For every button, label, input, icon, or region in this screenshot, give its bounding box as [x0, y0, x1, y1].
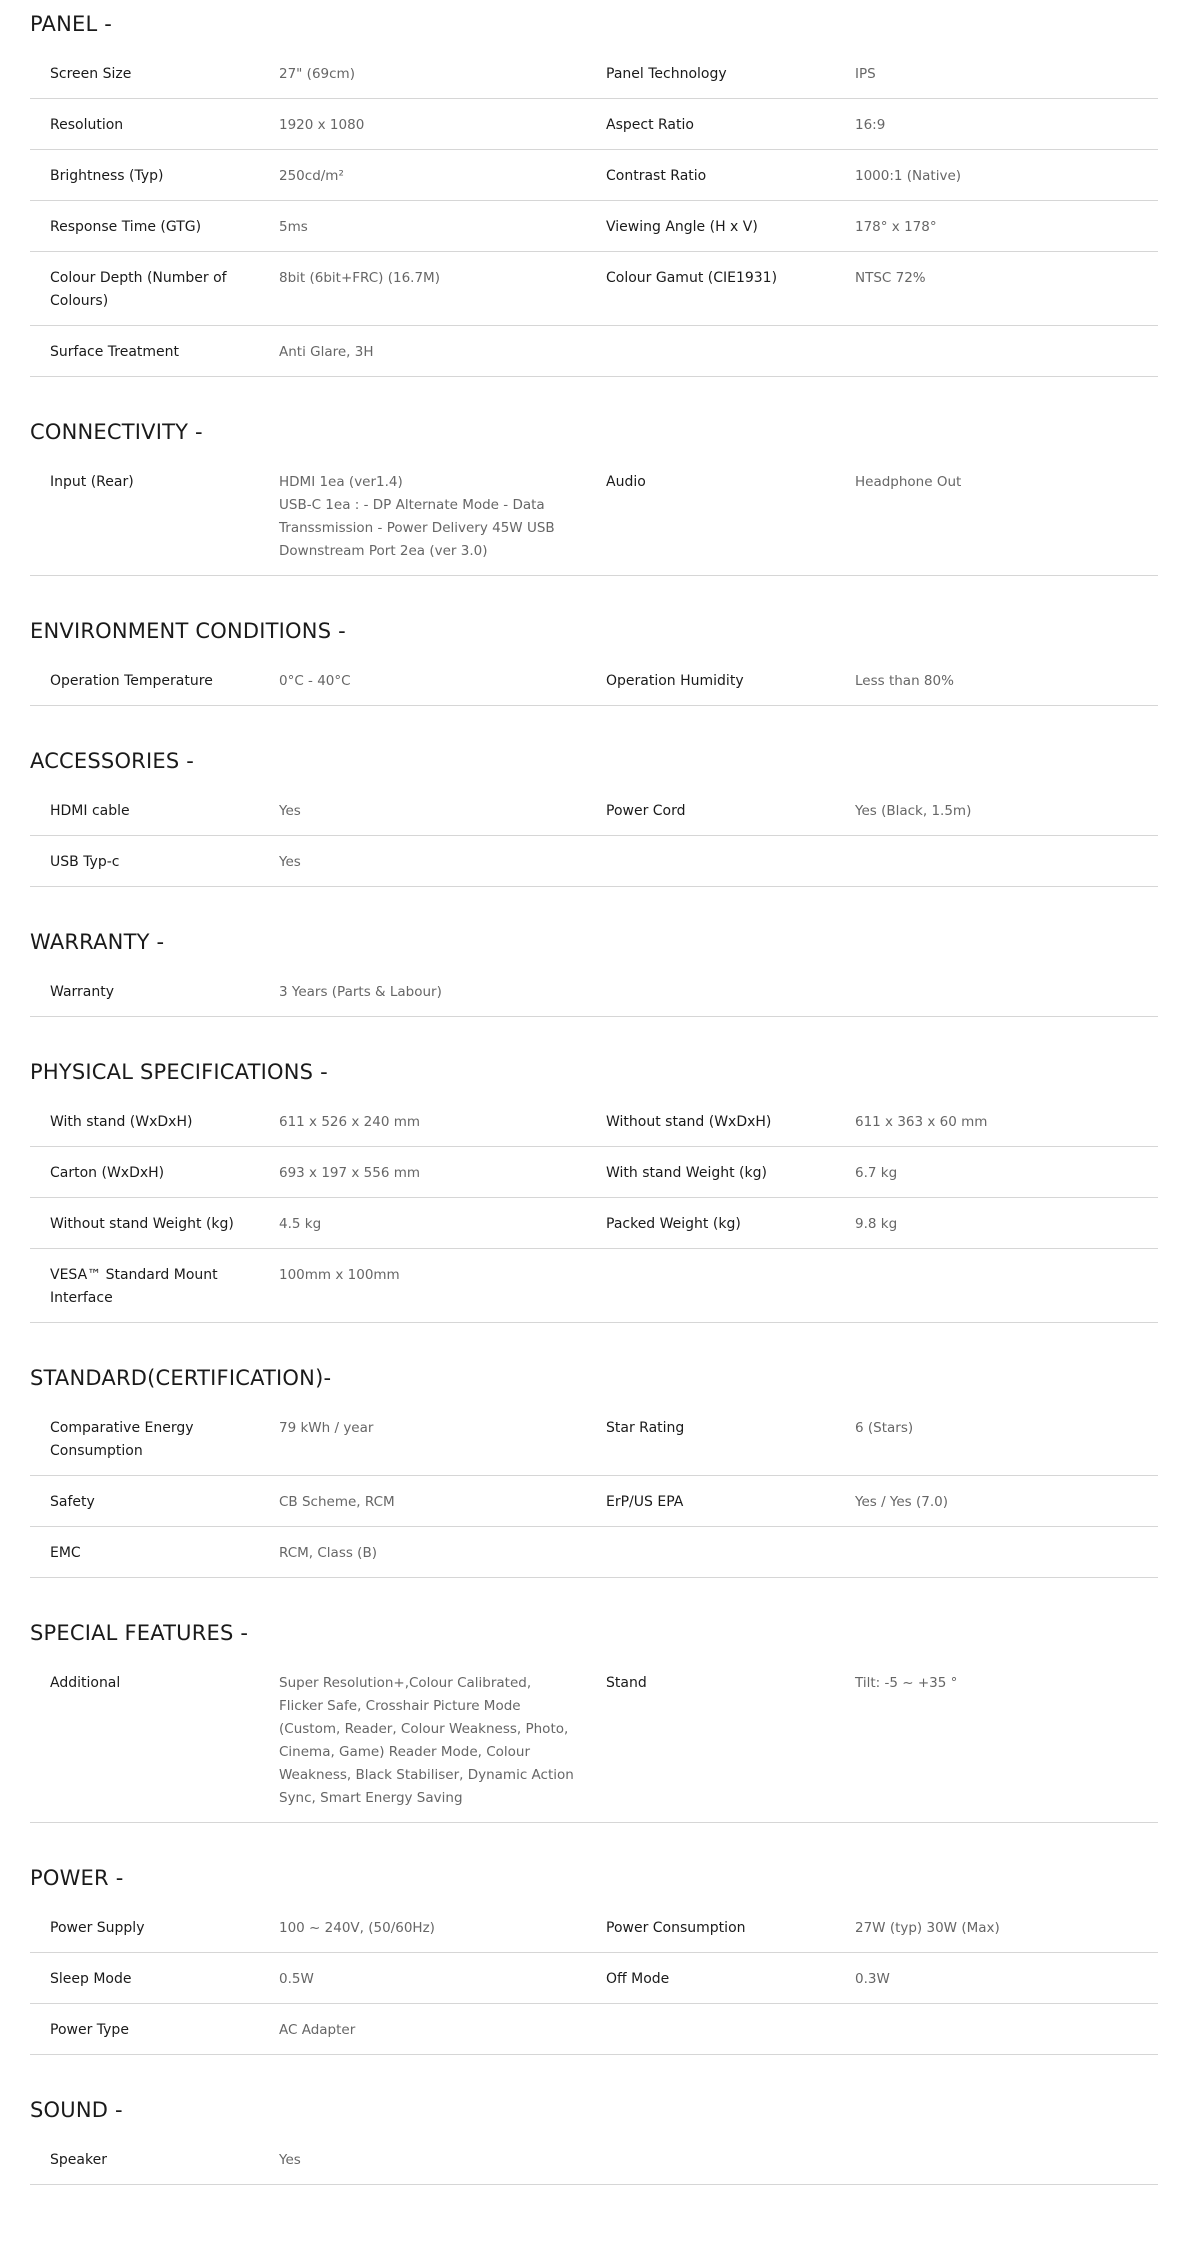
empty-cell: [606, 2134, 855, 2184]
spec-label: Stand: [606, 1675, 647, 1691]
empty-cell: [606, 326, 855, 376]
spec-label: Additional: [50, 1675, 121, 1691]
spec-value: HDMI 1ea (ver1.4) USB-C 1ea : - DP Alternate Mode - Data Transsmission - Power Delivery 45W USB Downstream Port 2ea (ver 3.0): [279, 474, 555, 559]
section-title: WARRANTY -: [30, 930, 165, 954]
empty-cell: [606, 2004, 855, 2054]
spec-value: 6.7 kg: [855, 1165, 898, 1181]
spec-value: 27" (69cm): [279, 66, 355, 82]
spec-row: [30, 966, 1158, 1017]
spec-label: Sleep Mode: [50, 1971, 132, 1987]
spec-section-sound: [30, 2086, 1155, 2185]
section-title: PANEL -: [30, 12, 113, 36]
spec-row: [30, 655, 1158, 706]
spec-row: [30, 1147, 1158, 1198]
spec-label: Viewing Angle (H x V): [606, 219, 758, 235]
spec-table: [30, 655, 1158, 706]
section-spacer: [30, 706, 1155, 737]
spec-label: Speaker: [50, 2152, 107, 2168]
spec-label: Surface Treatment: [50, 344, 180, 360]
spec-label: ErP/US EPA: [606, 1494, 684, 1510]
spec-section-connectivity: [30, 408, 1155, 607]
section-title: SOUND -: [30, 2098, 123, 2122]
spec-section-standard-certification: [30, 1354, 1155, 1609]
spec-section-physical-specifications: [30, 1048, 1155, 1354]
spec-label: Power Cord: [606, 803, 686, 819]
spec-value: 0°C - 40°C: [279, 673, 351, 689]
spec-label: With stand (WxDxH): [50, 1114, 193, 1130]
spec-value: 611 x 526 x 240 mm: [279, 1114, 421, 1130]
section-spacer: [30, 1578, 1155, 1609]
spec-value: IPS: [855, 66, 876, 82]
spec-row: [30, 326, 1158, 377]
spec-value: RCM, Class (B): [279, 1545, 377, 1561]
spec-row: [30, 201, 1158, 252]
spec-label: Operation Humidity: [606, 673, 744, 689]
spec-label: Colour Gamut (CIE1931): [606, 270, 778, 286]
spec-value: 5ms: [279, 219, 308, 235]
spec-label: Safety: [50, 1494, 95, 1510]
spec-label: Carton (WxDxH): [50, 1165, 165, 1181]
spec-value: Yes / Yes (7.0): [855, 1494, 949, 1510]
spec-label: Power Consumption: [606, 1920, 746, 1936]
section-spacer: [30, 887, 1155, 918]
spec-label: Panel Technology: [606, 66, 727, 82]
spec-value: 27W (typ) 30W (Max): [855, 1920, 1000, 1936]
spec-value: 8bit (6bit+FRC) (16.7M): [279, 270, 440, 286]
spec-row: [30, 1902, 1158, 1953]
spec-label: Resolution: [50, 117, 124, 133]
spec-row: [30, 1249, 1158, 1323]
spec-label: Comparative Energy Consumption: [50, 1420, 194, 1459]
section-title: POWER -: [30, 1866, 124, 1890]
section-spacer: [30, 377, 1155, 408]
section-title: SPECIAL FEATURES -: [30, 1621, 249, 1645]
empty-cell: [855, 2134, 1158, 2184]
spec-table: [30, 1902, 1158, 2055]
spec-label: Power Type: [50, 2022, 129, 2038]
spec-label: Without stand Weight (kg): [50, 1216, 234, 1232]
spec-value: 16:9: [855, 117, 886, 133]
empty-cell: [855, 1249, 1158, 1322]
spec-value: 178° x 178°: [855, 219, 937, 235]
spec-row: [30, 836, 1158, 887]
spec-row: [30, 1657, 1158, 1823]
spec-value: Headphone Out: [855, 474, 962, 490]
spec-value: 100 ~ 240V, (50/60Hz): [279, 1920, 435, 1936]
spec-label: Audio: [606, 474, 646, 490]
spec-section-warranty: [30, 918, 1155, 1048]
spec-label: EMC: [50, 1545, 81, 1561]
spec-section-accessories: [30, 737, 1155, 918]
empty-cell: [606, 1249, 855, 1322]
spec-row: [30, 2134, 1158, 2185]
section-spacer: [30, 1017, 1155, 1048]
section-spacer: [30, 2055, 1155, 2086]
spec-row: [30, 1198, 1158, 1249]
spec-label: Star Rating: [606, 1420, 685, 1436]
spec-row: [30, 1953, 1158, 2004]
spec-value: 0.5W: [279, 1971, 314, 1987]
section-spacer: [30, 576, 1155, 607]
spec-row: [30, 1402, 1158, 1476]
spec-label: Without stand (WxDxH): [606, 1114, 772, 1130]
spec-value: Anti Glare, 3H: [279, 344, 374, 360]
spec-row: [30, 1527, 1158, 1578]
section-title: PHYSICAL SPECIFICATIONS -: [30, 1060, 328, 1084]
spec-label: Packed Weight (kg): [606, 1216, 741, 1232]
spec-label: Input (Rear): [50, 474, 134, 490]
empty-cell: [606, 966, 855, 1016]
empty-cell: [606, 836, 855, 886]
spec-label: Response Time (GTG): [50, 219, 202, 235]
spec-value: 9.8 kg: [855, 1216, 898, 1232]
spec-label: With stand Weight (kg): [606, 1165, 767, 1181]
section-spacer: [30, 1323, 1155, 1354]
empty-cell: [855, 326, 1158, 376]
spec-table: [30, 966, 1158, 1017]
spec-value: Yes (Black, 1.5m): [855, 803, 972, 819]
spec-row: [30, 99, 1158, 150]
spec-table: [30, 456, 1158, 576]
spec-label: Brightness (Typ): [50, 168, 164, 184]
spec-value: AC Adapter: [279, 2022, 356, 2038]
spec-table: [30, 1096, 1158, 1323]
spec-value: 693 x 197 x 556 mm: [279, 1165, 421, 1181]
spec-label: Power Supply: [50, 1920, 145, 1936]
spec-table: [30, 1402, 1158, 1578]
spec-value: 3 Years (Parts & Labour): [279, 984, 442, 1000]
section-title: CONNECTIVITY -: [30, 420, 203, 444]
spec-label: VESA™ Standard Mount Interface: [50, 1267, 218, 1306]
spec-label: Aspect Ratio: [606, 117, 694, 133]
spec-table: [30, 2134, 1158, 2185]
spec-label: HDMI cable: [50, 803, 130, 819]
spec-value: 79 kWh / year: [279, 1420, 374, 1436]
spec-label: Warranty: [50, 984, 115, 1000]
empty-cell: [855, 1527, 1158, 1577]
spec-value: 100mm x 100mm: [279, 1267, 400, 1283]
spec-row: [30, 150, 1158, 201]
spec-label: USB Typ-c: [50, 854, 120, 870]
spec-value: CB Scheme, RCM: [279, 1494, 395, 1510]
spec-value: Super Resolution+,Colour Calibrated, Flicker Safe, Crosshair Picture Mode (Custom, Reader, Colour Weakness, Photo, Cinema, Game) Reader Mode, Colour Weakness, Black Stabiliser, Dynamic Action Sync, Smart Energy Saving: [279, 1675, 574, 1806]
spec-value: 0.3W: [855, 1971, 890, 1987]
spec-value: Tilt: -5 ~ +35 °: [855, 1675, 958, 1691]
spec-table: [30, 48, 1158, 377]
empty-cell: [855, 966, 1158, 1016]
spec-value: 4.5 kg: [279, 1216, 322, 1232]
spec-label: Contrast Ratio: [606, 168, 707, 184]
empty-cell: [606, 1527, 855, 1577]
spec-section-special-features: [30, 1609, 1155, 1854]
spec-value: 250cd/m²: [279, 168, 344, 184]
spec-row: [30, 785, 1158, 836]
spec-row: [30, 48, 1158, 99]
spec-row: [30, 2004, 1158, 2055]
spec-value: 1000:1 (Native): [855, 168, 962, 184]
spec-value: Yes: [279, 803, 301, 819]
spec-value: Yes: [279, 854, 301, 870]
spec-label: Colour Depth (Number of Colours): [50, 270, 227, 309]
spec-section-panel: [30, 0, 1155, 408]
spec-value: Yes: [279, 2152, 301, 2168]
spec-row: [30, 456, 1158, 576]
section-title: STANDARD(CERTIFICATION)-: [30, 1366, 332, 1390]
spec-row: [30, 1476, 1158, 1527]
spec-label: Off Mode: [606, 1971, 670, 1987]
spec-section-environment-conditions: [30, 607, 1155, 737]
empty-cell: [855, 2004, 1158, 2054]
spec-row: [30, 1096, 1158, 1147]
spec-label: Operation Temperature: [50, 673, 213, 689]
spec-value: 1920 x 1080: [279, 117, 365, 133]
section-title: ACCESSORIES -: [30, 749, 195, 773]
spec-row: [30, 252, 1158, 326]
empty-cell: [855, 836, 1158, 886]
spec-table: [30, 785, 1158, 887]
spec-table: [30, 1657, 1158, 1823]
spec-value: Less than 80%: [855, 673, 954, 689]
spec-label: Screen Size: [50, 66, 132, 82]
spec-value: NTSC 72%: [855, 270, 926, 286]
section-spacer: [30, 1823, 1155, 1854]
section-title: ENVIRONMENT CONDITIONS -: [30, 619, 346, 643]
spec-section-power: [30, 1854, 1155, 2086]
spec-value: 611 x 363 x 60 mm: [855, 1114, 988, 1130]
spec-value: 6 (Stars): [855, 1420, 914, 1436]
